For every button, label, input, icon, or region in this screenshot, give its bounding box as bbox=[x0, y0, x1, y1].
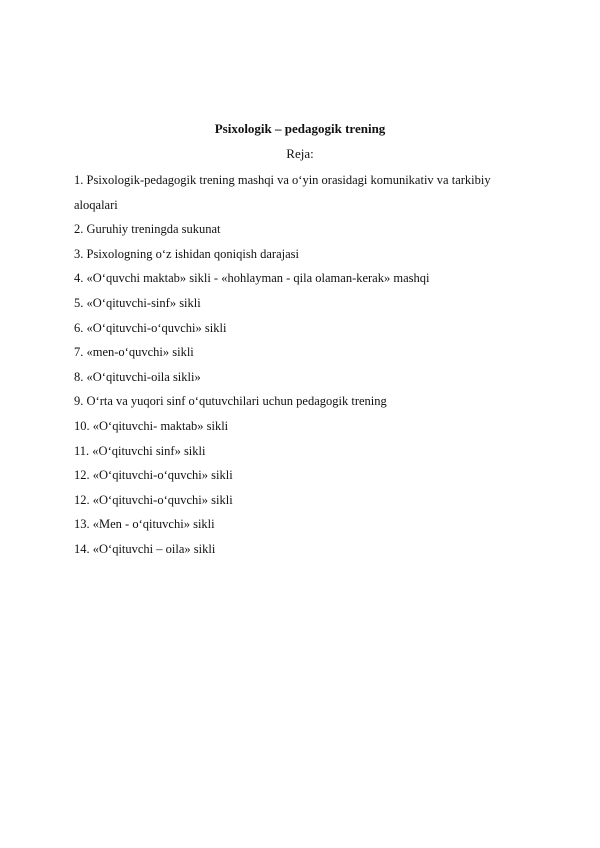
plan-item: 8. «O‘qituvchi-oila sikli» bbox=[74, 369, 201, 384]
document-title: Psixologik – pedagogik trening bbox=[214, 121, 386, 136]
plan-list bbox=[74, 168, 524, 562]
plan-item: 4. «O‘quvchi maktab» sikli - «hohlayman - qila olaman-kerak» mashqi bbox=[74, 271, 430, 286]
plan-item: 3. Psixologning o‘z ishidan qoniqish darajasi bbox=[74, 246, 299, 261]
plan-item: 12. «O‘qituvchi-o‘quvchi» sikli bbox=[74, 492, 233, 507]
plan-item: 6. «O‘qituvchi-o‘quvchi» sikli bbox=[74, 320, 227, 335]
plan-heading: Reja: bbox=[286, 146, 314, 161]
plan-item: 9. O‘rta va yuqori sinf o‘qutuvchilari uchun pedagogik trening bbox=[74, 394, 387, 409]
plan-item: 10. «O‘qituvchi- maktab» sikli bbox=[74, 418, 229, 433]
plan-item: 11. «O‘qituvchi sinf» sikli bbox=[74, 443, 206, 458]
plan-item: 14. «O‘qituvchi – oila» sikli bbox=[74, 541, 216, 556]
plan-item: 1. Psixologik-pedagogik trening mashqi va o‘yin orasidagi komunikativ va tarkibiy aloqalari bbox=[74, 173, 491, 212]
plan-item: 7. «men-o‘quvchi» sikli bbox=[74, 345, 194, 360]
plan-item: 12. «O‘qituvchi-o‘quvchi» sikli bbox=[74, 468, 233, 483]
plan-item: 2. Guruhiy treningda sukunat bbox=[74, 222, 221, 237]
plan-item: 13. «Men - o‘qituvchi» sikli bbox=[74, 517, 215, 532]
plan-item: 5. «O‘qituvchi-sinf» sikli bbox=[74, 295, 201, 310]
